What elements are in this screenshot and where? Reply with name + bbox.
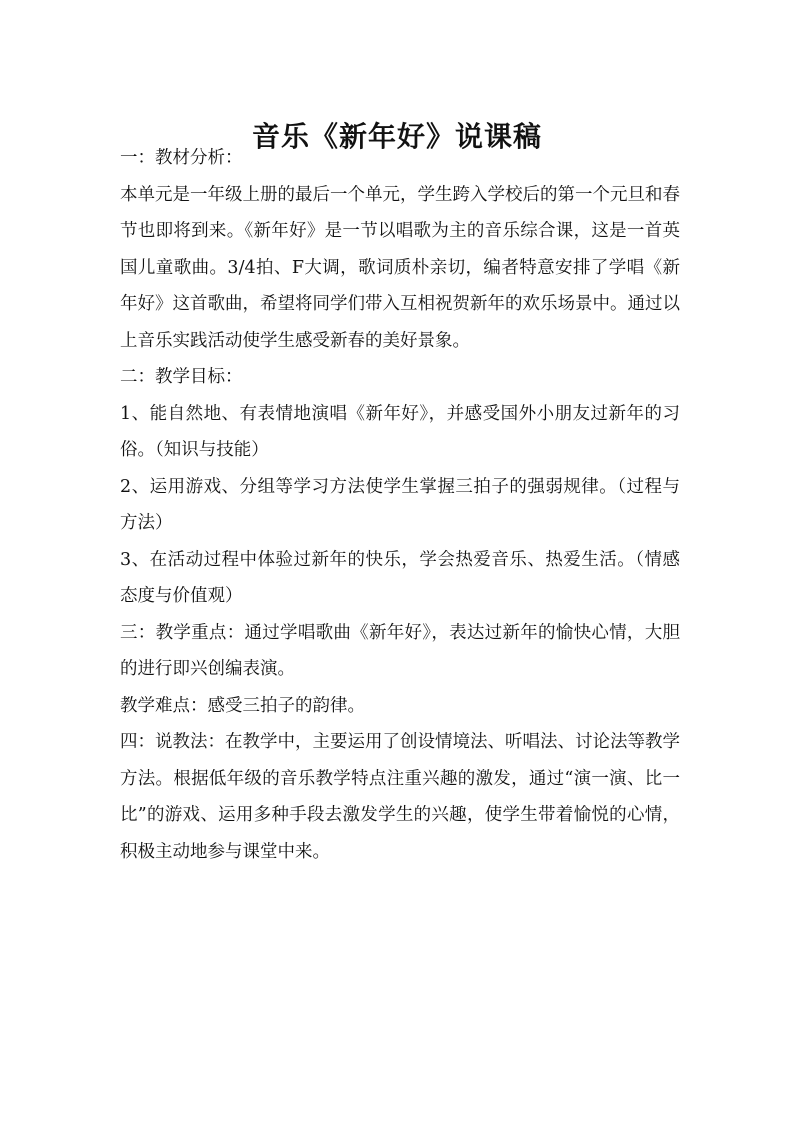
document-body <box>120 140 680 870</box>
goal-item-3: 3、在活动过程中体验过新年的快乐，学会热爱音乐、热爱生活。（情感态度与价值观） <box>120 549 680 606</box>
document-title: 音乐《新年好》说课稿 <box>251 119 542 153</box>
section-heading-analysis: 一：教材分析： <box>120 148 243 168</box>
teaching-difficulty-paragraph: 教学难点：感受三拍子的韵律。 <box>120 695 365 716</box>
teaching-focus-paragraph: 三：教学重点：通过学唱歌曲《新年好》，表达过新年的愉快心情，大胆的进行即兴创编表演。 <box>120 622 680 679</box>
teaching-methods-paragraph: 四：说教法：在教学中，主要运用了创设情境法、听唱法、讨论法等教学方法。根据低年级的音乐教学特点注重兴趣的激发，通过“演一演、比一比”的游戏、运用多种手段去激发学生的兴趣，使学生带着愉悦的心情，积极主动地参与课堂中来。 <box>120 732 680 862</box>
goal-item-1: 1、能自然地、有表情地演唱《新年好》，并感受国外小朋友过新年的习俗。（知识与技能） <box>120 403 680 460</box>
section-heading-goals: 二：教学目标： <box>120 367 243 387</box>
goal-item-2: 2、运用游戏、分组等学习方法使学生掌握三拍子的强弱规律。（过程与方法） <box>120 476 680 533</box>
analysis-paragraph: 本单元是一年级上册的最后一个单元，学生跨入学校后的第一个元旦和春节也即将到来。《新年好》是一节以唱歌为主的音乐综合课，这是一首英国儿童歌曲。3/4拍、F大调，歌词质朴亲切，编者特意安排了学唱《新年好》这首歌曲，希望将同学们带入互相祝贺新年的欢乐场景中。通过以上音乐实践活动使学生感受新春的美好景象。 <box>120 184 680 351</box>
